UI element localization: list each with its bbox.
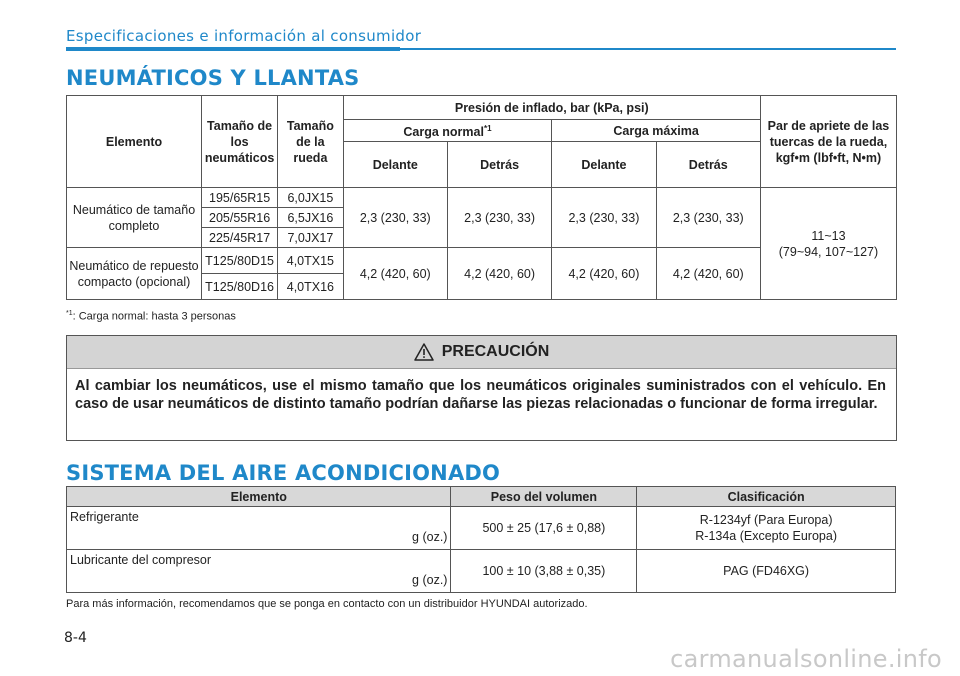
pressure-value: 4,2 (420, 60) [552, 248, 656, 300]
pressure-value: 2,3 (230, 33) [656, 188, 760, 248]
caution-box [66, 335, 897, 441]
tires-section-title: NEUMÁTICOS Y LLANTAS [66, 66, 360, 90]
ac-weight: 500 ± 25 (17,6 ± 0,88) [451, 507, 637, 550]
ac-class: R-1234yf (Para Europa) R-134a (Excepto Europa) [637, 507, 896, 550]
col-clasificacion: Clasificación [637, 487, 896, 507]
col-presion: Presión de inflado, bar (kPa, psi) [343, 96, 760, 120]
col-tamano-neumaticos: Tamaño de los neumáticos [202, 96, 278, 188]
ac-section-title: SISTEMA DEL AIRE ACONDICIONADO [66, 461, 501, 485]
tire-size: T125/80D16 [202, 274, 278, 300]
caution-text: Al cambiar los neumáticos, use el mismo tamaño que los neumáticos originales suministrados con el vehículo. En caso de usar neumáticos de distinto tamaño podrían dañarse las piezas relacionadas o funcionar de forma irregular. [75, 378, 886, 412]
tire-size: 195/65R15 [202, 188, 278, 208]
pressure-value: 2,3 (230, 33) [447, 188, 551, 248]
warning-icon [414, 343, 434, 361]
tires-table [66, 95, 897, 300]
col-carga-normal: Carga normal$^{*1}$ [343, 120, 552, 142]
tire-size: 205/55R16 [202, 208, 278, 228]
wheel-size: 7,0JX17 [278, 228, 343, 248]
col-normal-detras: Detrás [447, 142, 551, 188]
wheel-size: 4,0TX16 [278, 274, 343, 300]
col-elemento: Elemento [67, 487, 451, 507]
wheel-size: 4,0TX15 [278, 248, 343, 274]
header-rule [66, 48, 896, 50]
wheel-size: 6,5JX16 [278, 208, 343, 228]
ac-weight: 100 ± 10 (3,88 ± 0,35) [451, 550, 637, 593]
pressure-value: 4,2 (420, 60) [343, 248, 447, 300]
pressure-value: 4,2 (420, 60) [447, 248, 551, 300]
col-elemento: Elemento [67, 96, 202, 188]
wheel-size: 6,0JX15 [278, 188, 343, 208]
group-name: Neumático de repuesto compacto (opcional) [67, 248, 202, 300]
pressure-value: 2,3 (230, 33) [343, 188, 447, 248]
caution-header [67, 336, 896, 369]
page-number: 8-4 [64, 630, 87, 646]
ac-footnote: Para más información, recomendamos que se ponga en contacto con un distribuidor HYUNDAI autorizado. [66, 598, 588, 610]
group-name: Neumático de tamaño completo [67, 188, 202, 248]
pressure-value: 2,3 (230, 33) [552, 188, 656, 248]
table-row [67, 188, 897, 208]
ac-table [66, 486, 896, 593]
ac-item: Lubricante del compresor g (oz.) [67, 550, 451, 593]
col-peso: Peso del volumen [451, 487, 637, 507]
col-max-detras: Detrás [656, 142, 760, 188]
ac-item: Refrigerante g (oz.) [67, 507, 451, 550]
tire-size: 225/45R17 [202, 228, 278, 248]
col-par-apriete: Par de apriete de las tuercas de la rueda, kgf•m (lbf•ft, N•m) [760, 96, 896, 188]
pressure-value: 4,2 (420, 60) [656, 248, 760, 300]
col-max-delante: Delante [552, 142, 656, 188]
col-normal-delante: Delante [343, 142, 447, 188]
torque-value: 11~13 (79~94, 107~127) [760, 188, 896, 300]
tires-footnote: $^{*1}$: Carga normal: hasta 3 personas [66, 310, 236, 323]
caution-title: PRECAUCIÓN [441, 343, 550, 360]
page-header-title: Especificaciones e información al consumidor [66, 27, 422, 45]
ac-class: PAG (FD46XG) [637, 550, 896, 593]
table-row [67, 507, 896, 550]
table-row [67, 550, 896, 593]
tire-size: T125/80D15 [202, 248, 278, 274]
watermark: carmanualsonline.info [670, 645, 942, 673]
col-tamano-rueda: Tamaño de la rueda [278, 96, 343, 188]
col-carga-maxima: Carga máxima [552, 120, 761, 142]
